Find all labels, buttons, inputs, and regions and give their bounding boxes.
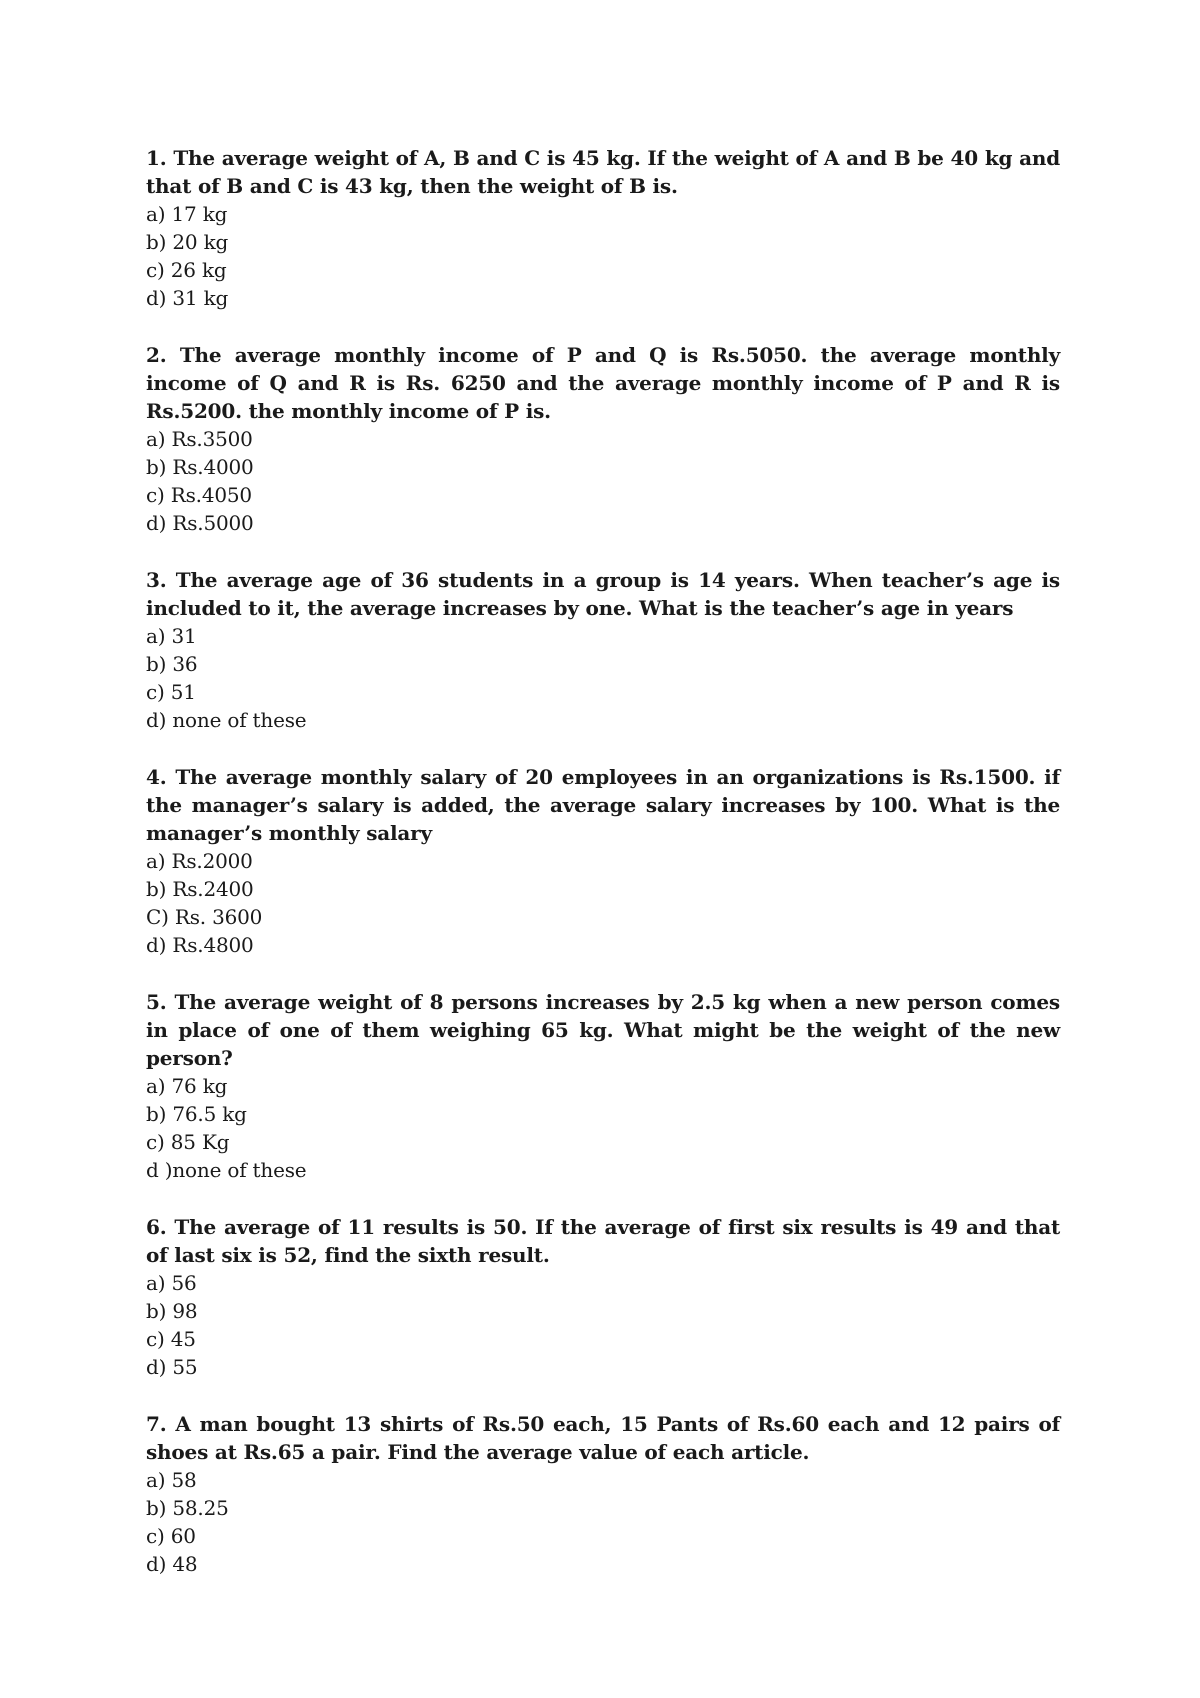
option-c: c) 45: [146, 1327, 196, 1351]
option-list: [146, 847, 1060, 959]
option-d: d) 48: [146, 1552, 198, 1576]
option-b: b) Rs.4000: [146, 455, 254, 479]
option-list: [146, 1269, 1060, 1381]
option-a: a) 56: [146, 1271, 197, 1295]
option-a: a) 76 kg: [146, 1074, 228, 1098]
question-text: 5. The average weight of 8 persons increases by 2.5 kg when a new person comes in place of one of them weighing 65 kg. What might be the weight of the new person?: [146, 990, 1060, 1070]
option-a: a) 58: [146, 1468, 197, 1492]
question-text: 6. The average of 11 results is 50. If the average of first six results is 49 and that of last six is 52, find the sixth result.: [146, 1215, 1060, 1267]
question-3: [146, 566, 1060, 734]
option-c: c) Rs.4050: [146, 483, 252, 507]
question-text: 1. The average weight of A, B and C is 45 kg. If the weight of A and B be 40 kg and that of B and C is 43 kg, then the weight of B is.: [146, 146, 1060, 198]
option-d: d) Rs.5000: [146, 511, 254, 535]
option-a: a) 31: [146, 624, 197, 648]
question-text: 4. The average monthly salary of 20 employees in an organizations is Rs.1500. if the manager’s salary is added, the average salary increases by 100. What is the manager’s monthly salary: [146, 765, 1060, 845]
option-b: b) 36: [146, 652, 198, 676]
option-b: b) 76.5 kg: [146, 1102, 247, 1126]
option-list: [146, 1466, 1060, 1578]
option-b: b) Rs.2400: [146, 877, 254, 901]
option-list: [146, 622, 1060, 734]
option-c: c) 51: [146, 680, 196, 704]
option-c: C) Rs. 3600: [146, 905, 263, 929]
option-a: a) Rs.3500: [146, 427, 253, 451]
question-text: 3. The average age of 36 students in a group is 14 years. When teacher’s age is included to it, the average increases by one. What is the teacher’s age in years: [146, 568, 1060, 620]
option-c: c) 26 kg: [146, 258, 227, 282]
option-list: [146, 200, 1060, 312]
option-d: d) 55: [146, 1355, 198, 1379]
option-b: b) 58.25: [146, 1496, 229, 1520]
option-list: [146, 1072, 1060, 1184]
question-5: [146, 988, 1060, 1184]
question-7: [146, 1410, 1060, 1578]
option-c: c) 60: [146, 1524, 196, 1548]
option-d: d) none of these: [146, 708, 307, 732]
option-c: c) 85 Kg: [146, 1130, 230, 1154]
option-d: d) Rs.4800: [146, 933, 254, 957]
option-list: [146, 425, 1060, 537]
option-a: a) 17 kg: [146, 202, 228, 226]
question-6: [146, 1213, 1060, 1381]
option-a: a) Rs.2000: [146, 849, 253, 873]
question-4: [146, 763, 1060, 959]
question-2: [146, 341, 1060, 537]
question-1: [146, 144, 1060, 312]
question-text: 7. A man bought 13 shirts of Rs.50 each, 15 Pants of Rs.60 each and 12 pairs of shoes at Rs.65 a pair. Find the average value of each article.: [146, 1412, 1060, 1464]
option-d: d )none of these: [146, 1158, 307, 1182]
option-b: b) 20 kg: [146, 230, 229, 254]
question-text: 2. The average monthly income of P and Q is Rs.5050. the average monthly income of Q and R is Rs. 6250 and the average monthly income of P and R is Rs.5200. the monthly income of P is.: [146, 343, 1060, 423]
document-page: [146, 144, 1060, 1607]
option-b: b) 98: [146, 1299, 198, 1323]
option-d: d) 31 kg: [146, 286, 229, 310]
